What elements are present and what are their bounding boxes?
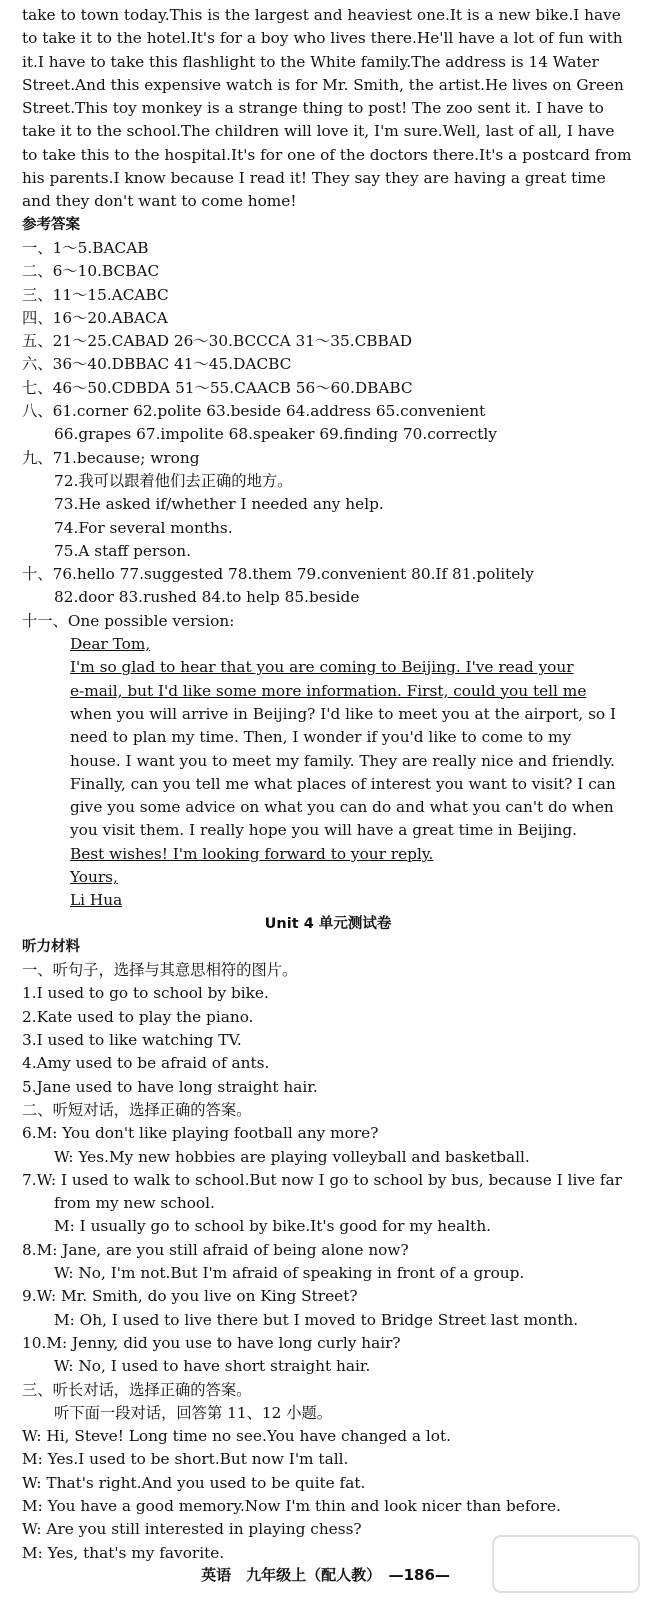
letter-closing: Yours, <box>70 867 118 886</box>
listening-line: M: Yes.I used to be short.But now I'm tall. <box>22 1450 349 1469</box>
listening-heading: 听力材料 <box>22 938 80 955</box>
listening-line: 2.Kate used to play the piano. <box>22 1007 254 1026</box>
answer-line: 四、16～20.ABACA <box>22 308 168 327</box>
listening-line: 5.Jane used to have long straight hair. <box>22 1077 318 1096</box>
letter-line: Finally, can you tell me what places of interest you want to visit? I can <box>70 774 616 793</box>
letter-line: e-mail, but I'd like some more information. First, could you tell me <box>70 681 587 700</box>
answer-line: 一、1～5.BACAB <box>22 238 149 257</box>
answer-line: 二、6～10.BCBAC <box>22 262 160 281</box>
listening-line: 10.M: Jenny, did you use to have long curly hair? <box>22 1333 401 1352</box>
answer-line: 十、76.hello 77.suggested 78.them 79.convenient 80.If 81.politely <box>22 565 534 584</box>
answer-line: 九、71.because; wrong <box>22 448 200 467</box>
answer-line: 82.door 83.rushed 84.to help 85.beside <box>54 588 360 607</box>
listening-line: 三、听长对话，选择正确的答案。 <box>22 1380 252 1399</box>
listening-passage: take to town today.This is the largest and heaviest one.It is a new bike.I have to take it to the hotel.It's for a boy who lives there.He'll have a lot of fun with it.I have to take this flashlight to the White family.The address is 14 Water Street.And this expensive watch is for Mr. Smith, the artist.He lives on Green Street.This toy monkey is a strange thing to post! The zoo sent it. I have to take it to the school.The children will love it, I'm sure.Well, last of all, I have to take this to the hospital.It's for one of the doctors there.It's a postcard from his parents.I know because I read it! They say they are having a great time and they don't want to come home! <box>22 6 632 211</box>
letter-line: house. I want you to meet my family. They are really nice and friendly. <box>70 751 615 770</box>
listening-line: from my new school. <box>54 1194 215 1213</box>
letter-greeting: Dear Tom, <box>70 635 151 654</box>
listening-line: 3.I used to like watching TV. <box>22 1031 242 1050</box>
answer-line: 72.我可以跟着他们去正确的地方。 <box>54 471 293 490</box>
listening-line: W: No, I'm not.But I'm afraid of speaking in front of a group. <box>54 1264 525 1283</box>
listening-line: M: You have a good memory.Now I'm thin and look nicer than before. <box>22 1497 561 1515</box>
answer-line: 75.A staff person. <box>54 541 192 560</box>
listening-line: 听下面一段对话，回答第 11、12 小题。 <box>54 1403 333 1422</box>
page-content <box>22 4 634 1565</box>
answers-heading: 参考答案 <box>22 216 80 233</box>
listening-line: W: No, I used to have short straight hair. <box>54 1357 371 1376</box>
answer-line: 74.For several months. <box>54 518 233 537</box>
answer-line: 八、61.corner 62.polite 63.beside 64.address 65.convenient <box>22 402 486 421</box>
answer-line: 五、21～25.CABAD 26～30.BCCCA 31～35.CBBAD <box>22 332 413 351</box>
unit-title: Unit 4 单元测试卷 <box>264 915 392 932</box>
watermark-logo <box>491 1534 641 1594</box>
letter-line: need to plan my time. Then, I wonder if you'd like to come to my <box>70 728 572 747</box>
listening-line: M: Oh, I used to live there but I moved to Bridge Street last month. <box>54 1310 579 1329</box>
letter-line: Best wishes! I'm looking forward to your reply. <box>70 844 434 863</box>
letter-line: you visit them. I really hope you will have a great time in Beijing. <box>70 821 577 840</box>
answer-line: 三、11～15.ACABC <box>22 285 169 304</box>
listening-line: W: Yes.My new hobbies are playing volleyball and basketball. <box>54 1147 530 1166</box>
listening-line: 7.W: I used to walk to school.But now I go to school by bus, because I live far <box>22 1170 622 1189</box>
letter-line: when you will arrive in Beijing? I'd like to meet you at the airport, so I <box>70 704 617 723</box>
listening-line: W: Hi, Steve! Long time no see.You have changed a lot. <box>22 1427 452 1446</box>
answer-line: 七、46～50.CDBDA 51～55.CAACB 56～60.DBABC <box>22 378 413 397</box>
answer-line: 73.He asked if/whether I needed any help. <box>54 495 384 514</box>
listening-line: 一、听句子，选择与其意思相符的图片。 <box>22 961 298 980</box>
page-footer: 英语 九年级上（配人教） —186— <box>201 1566 450 1584</box>
letter-signature: Li Hua <box>70 891 123 910</box>
answer-line: 66.grapes 67.impolite 68.speaker 69.finding 70.correctly <box>54 425 497 444</box>
listening-line: 4.Amy used to be afraid of ants. <box>22 1054 270 1073</box>
listening-line: W: That's right.And you used to be quite fat. <box>22 1473 366 1492</box>
listening-line: 二、听短对话，选择正确的答案。 <box>22 1100 252 1119</box>
listening-line: M: Yes, that's my favorite. <box>22 1543 225 1562</box>
listening-line: 1.I used to go to school by bike. <box>22 984 269 1003</box>
letter-line: I'm so glad to hear that you are coming to Beijing. I've read your <box>70 658 574 677</box>
answer-line: 十一、One possible version: <box>22 611 235 630</box>
listening-line: 8.M: Jane, are you still afraid of being alone now? <box>22 1240 409 1259</box>
answer-line: 六、36～40.DBBAC 41～45.DACBC <box>22 355 292 374</box>
listening-line: 9.W: Mr. Smith, do you live on King Street? <box>22 1287 358 1306</box>
listening-line: M: I usually go to school by bike.It's good for my health. <box>54 1217 492 1236</box>
letter-line: give you some advice on what you can do and what you can't do when <box>70 798 614 817</box>
listening-line: W: Are you still interested in playing chess? <box>22 1520 362 1539</box>
listening-line: 6.M: You don't like playing football any more? <box>22 1124 379 1143</box>
